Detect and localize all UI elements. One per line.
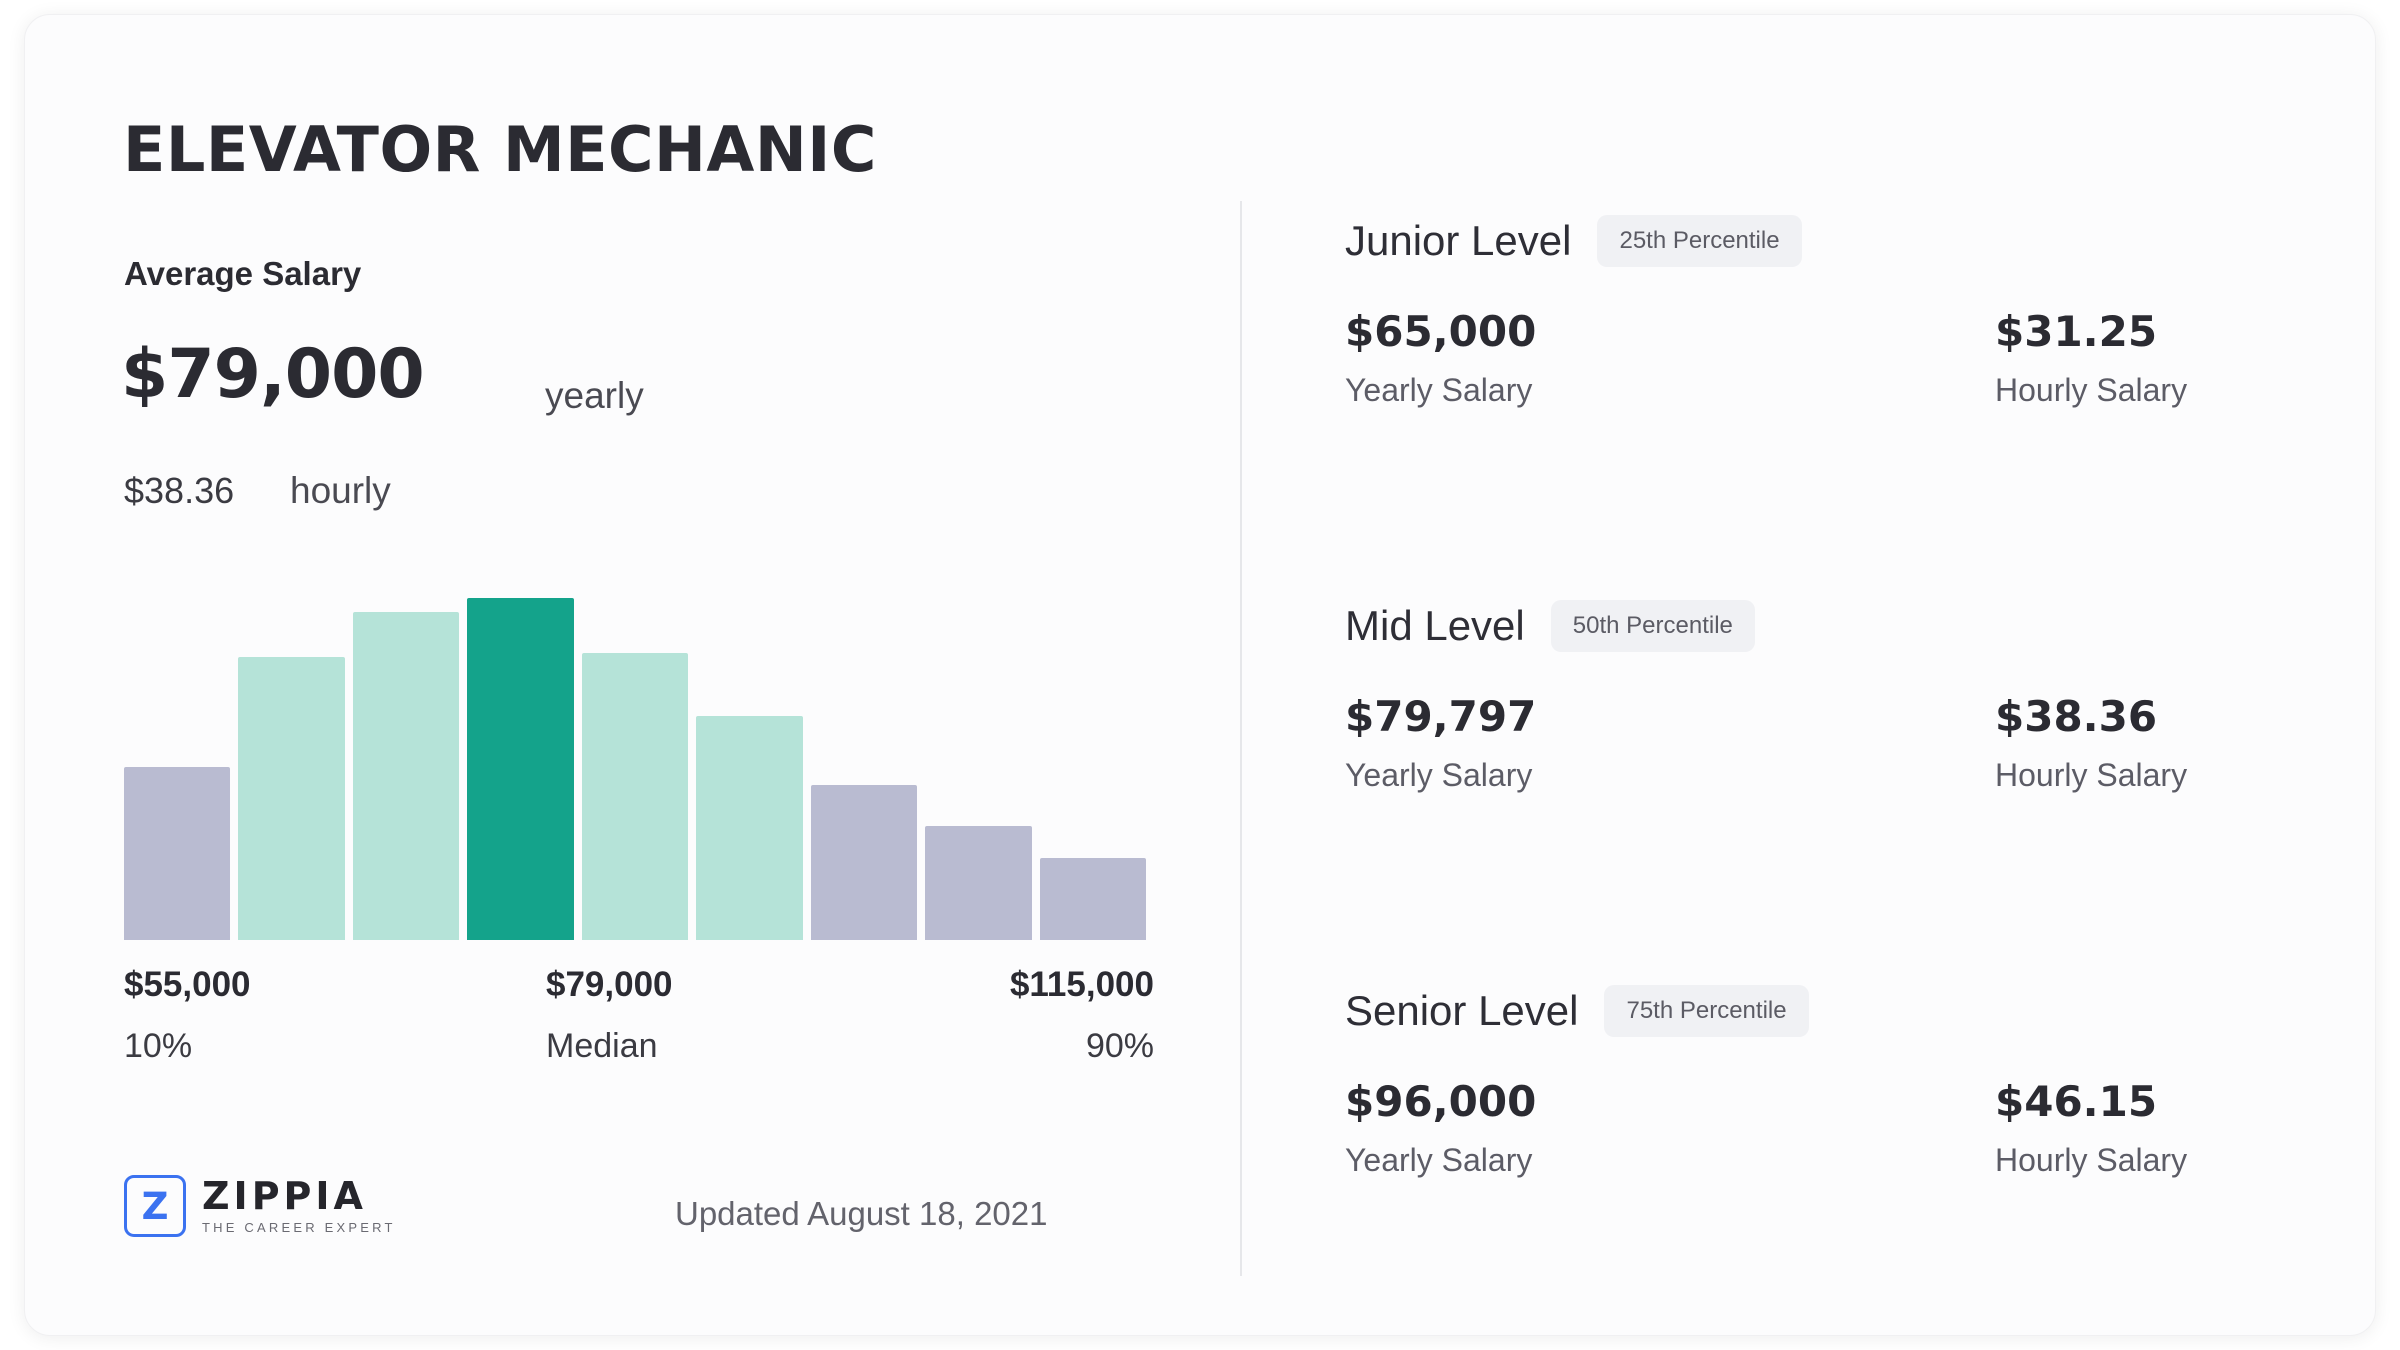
chart-bar — [467, 598, 573, 940]
level-yearly-value: $79,797 — [1345, 692, 1537, 741]
axis-sub-median: Median — [546, 1027, 658, 1065]
axis-value-high: $115,000 — [1009, 965, 1154, 1004]
right-pane — [1275, 15, 2375, 1335]
logo-tagline: THE CAREER EXPERT — [202, 1219, 396, 1235]
average-yearly-value: $79,000 — [121, 335, 424, 414]
left-pane — [25, 15, 1240, 1335]
level-hourly-label: Hourly Salary — [1995, 757, 2188, 793]
chart-bar — [238, 657, 344, 940]
level-yearly — [1345, 307, 1995, 409]
level-hourly-label: Hourly Salary — [1995, 372, 2188, 408]
level-figures — [1345, 692, 2376, 794]
chart-bar — [353, 612, 459, 941]
page-title: ELEVATOR MECHANIC — [123, 113, 877, 186]
chart-axis-annotations — [124, 965, 1154, 1085]
axis-value-low: $55,000 — [124, 965, 251, 1004]
level-header — [1345, 600, 2376, 652]
axis-sub-high: 90% — [1085, 1027, 1154, 1065]
updated-timestamp: Updated August 18, 2021 — [675, 1195, 1048, 1232]
chart-bar — [582, 653, 688, 940]
level-figures — [1345, 1077, 2376, 1179]
average-salary-label: Average Salary — [124, 255, 362, 292]
level-hourly-value: $46.15 — [1995, 1077, 2158, 1126]
status-badge: 75th Percentile — [1604, 985, 1808, 1037]
status-badge: 25th Percentile — [1597, 215, 1801, 267]
axis-sub-low: 10% — [124, 1027, 193, 1065]
average-hourly-unit: hourly — [290, 470, 391, 511]
level-name: Mid Level — [1345, 602, 1525, 649]
level-hourly — [1995, 692, 2376, 794]
level-yearly-value: $65,000 — [1345, 307, 1537, 356]
level-yearly-label: Yearly Salary — [1345, 372, 1533, 408]
chart-bar — [124, 767, 230, 940]
average-yearly-unit: yearly — [545, 375, 644, 416]
level-block-junior — [1345, 215, 2376, 409]
salary-distribution-chart — [124, 575, 1146, 940]
level-yearly-label: Yearly Salary — [1345, 757, 1533, 793]
level-yearly — [1345, 692, 1995, 794]
level-hourly-label: Hourly Salary — [1995, 1142, 2188, 1178]
level-hourly — [1995, 1077, 2376, 1179]
chart-bar — [925, 826, 1031, 940]
zippia-logo[interactable] — [124, 1175, 396, 1237]
zippia-z-icon: Z — [124, 1175, 186, 1237]
level-yearly-label: Yearly Salary — [1345, 1142, 1533, 1178]
chart-bar — [811, 785, 917, 940]
level-yearly-value: $96,000 — [1345, 1077, 1537, 1126]
level-yearly — [1345, 1077, 1995, 1179]
level-block-senior — [1345, 985, 2376, 1179]
status-badge: 50th Percentile — [1551, 600, 1755, 652]
level-name: Senior Level — [1345, 987, 1579, 1034]
average-hourly-value: $38.36 — [124, 470, 235, 511]
chart-bar — [696, 716, 802, 940]
level-hourly — [1995, 307, 2376, 409]
salary-card — [24, 14, 2376, 1336]
vertical-divider — [1240, 201, 1242, 1276]
level-header — [1345, 985, 2376, 1037]
level-header — [1345, 215, 2376, 267]
level-name: Junior Level — [1345, 217, 1572, 264]
level-figures — [1345, 307, 2376, 409]
chart-bar — [1040, 858, 1146, 940]
level-block-mid — [1345, 600, 2376, 794]
level-hourly-value: $38.36 — [1995, 692, 2158, 741]
axis-value-median: $79,000 — [546, 965, 673, 1004]
level-hourly-value: $31.25 — [1995, 307, 2158, 356]
logo-name: ZIPPIA — [202, 1174, 367, 1219]
